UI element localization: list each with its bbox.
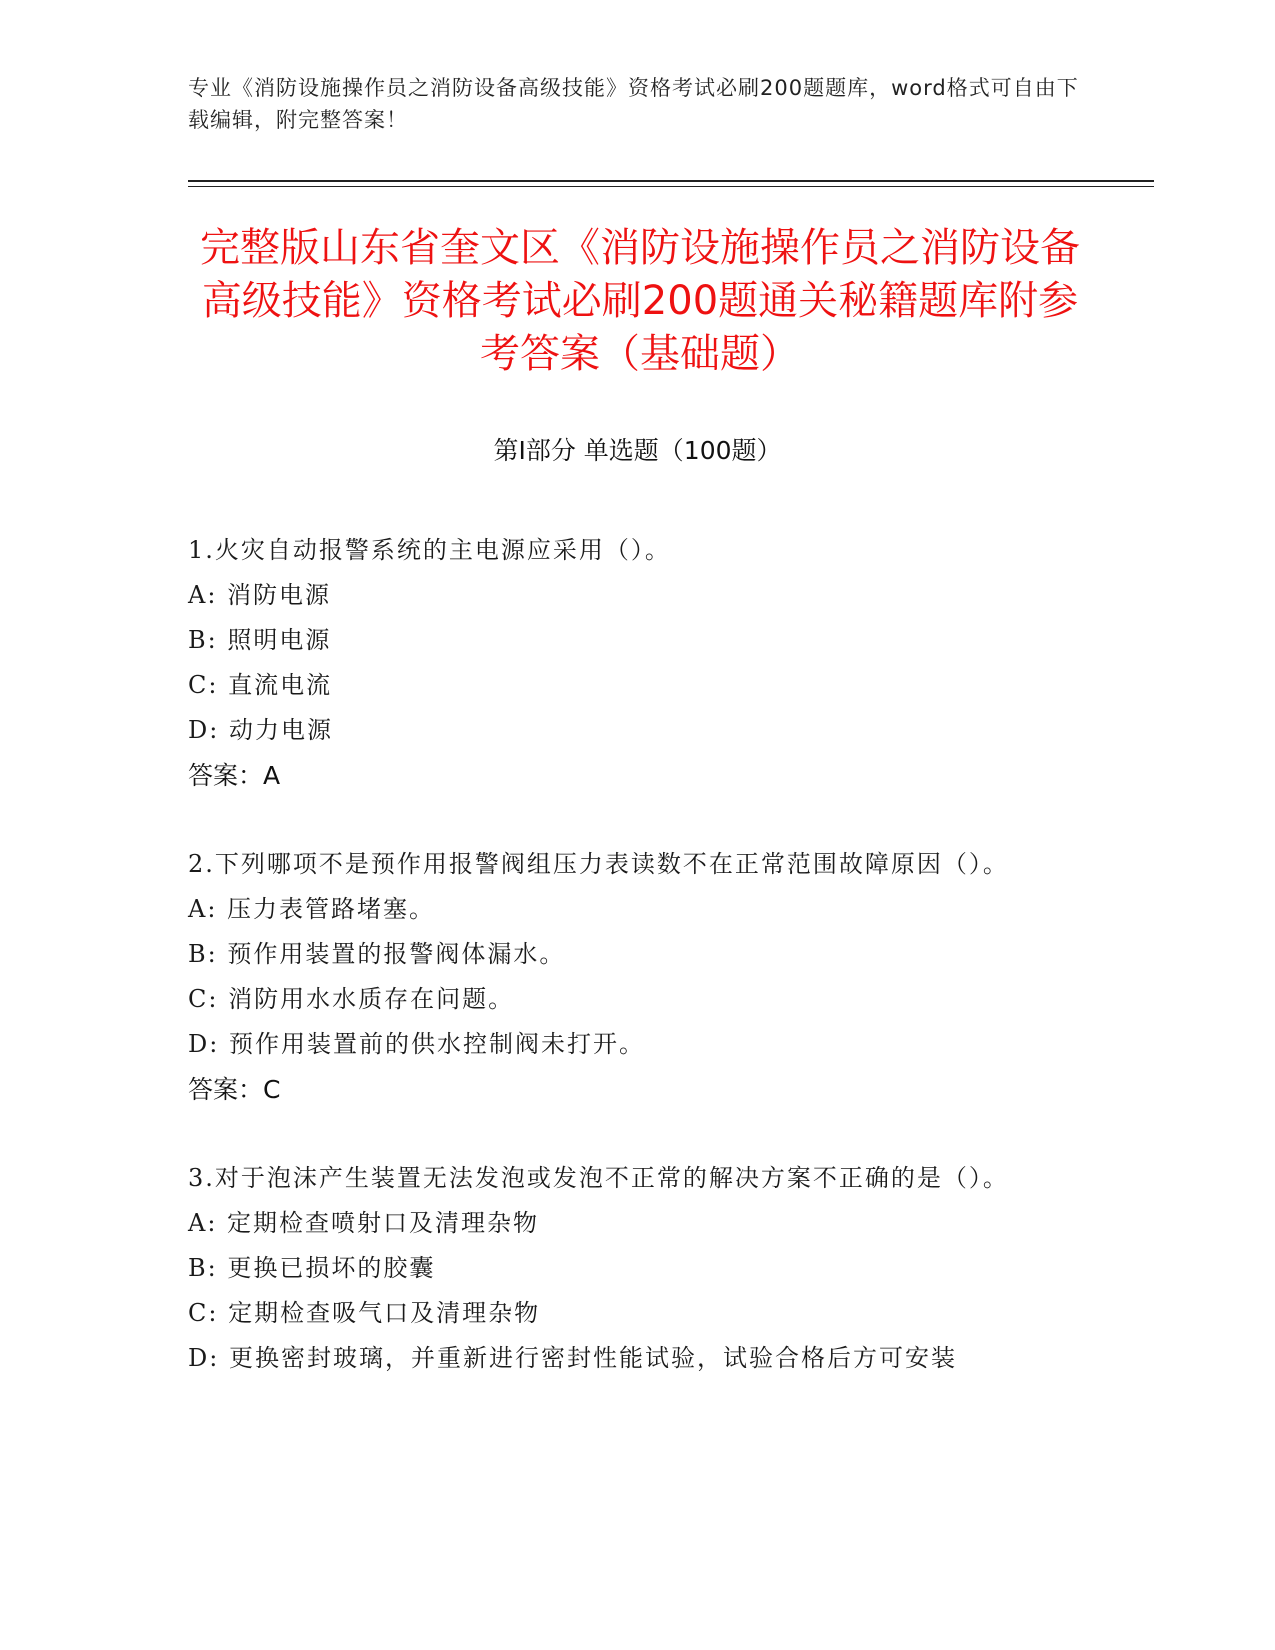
question-stem: 1.火灾自动报警系统的主电源应采用（）。 bbox=[188, 536, 671, 564]
header-note: 专业《消防设施操作员之消防设备高级技能》资格考试必刷200题题库，word格式可自由下载编辑，附完整答案！ bbox=[188, 76, 1079, 132]
option-c: C: 定期检查吸气口及清理杂物 bbox=[188, 1299, 541, 1327]
question-1 bbox=[188, 528, 1068, 798]
option-b: B: 照明电源 bbox=[188, 626, 332, 654]
question-stem: 2.下列哪项不是预作用报警阀组压力表读数不在正常范围故障原因（）。 bbox=[188, 850, 1009, 878]
question-3 bbox=[188, 1156, 1068, 1381]
option-a: A: 定期检查喷射口及清理杂物 bbox=[188, 1209, 540, 1237]
option-d: D: 动力电源 bbox=[188, 716, 333, 744]
option-b: B: 更换已损坏的胶囊 bbox=[188, 1254, 436, 1282]
option-a: A: 消防电源 bbox=[188, 581, 332, 609]
option-c: C: 直流电流 bbox=[188, 671, 333, 699]
header-divider-thin bbox=[188, 186, 1154, 187]
option-a: A: 压力表管路堵塞。 bbox=[188, 895, 436, 923]
header-divider-thick bbox=[188, 180, 1154, 182]
option-b: B: 预作用装置的报警阀体漏水。 bbox=[188, 940, 566, 968]
option-c: C: 消防用水水质存在问题。 bbox=[188, 985, 515, 1013]
option-d: D: 预作用装置前的供水控制阀未打开。 bbox=[188, 1030, 645, 1058]
answer: 答案：A bbox=[188, 761, 281, 790]
question-2 bbox=[188, 842, 1068, 1112]
option-d: D: 更换密封玻璃，并重新进行密封性能试验，试验合格后方可安装 bbox=[188, 1344, 957, 1372]
question-list bbox=[188, 528, 1068, 1425]
document-title: 完整版山东省奎文区《消防设施操作员之消防设备高级技能》资格考试必刷200题通关秘籍题库附参考答案（基础题） bbox=[200, 225, 1080, 377]
section-title: 第Ⅰ部分 单选题（100题） bbox=[493, 436, 782, 465]
answer: 答案：C bbox=[188, 1075, 281, 1104]
question-stem: 3.对于泡沫产生装置无法发泡或发泡不正常的解决方案不正确的是（）。 bbox=[188, 1164, 1009, 1192]
